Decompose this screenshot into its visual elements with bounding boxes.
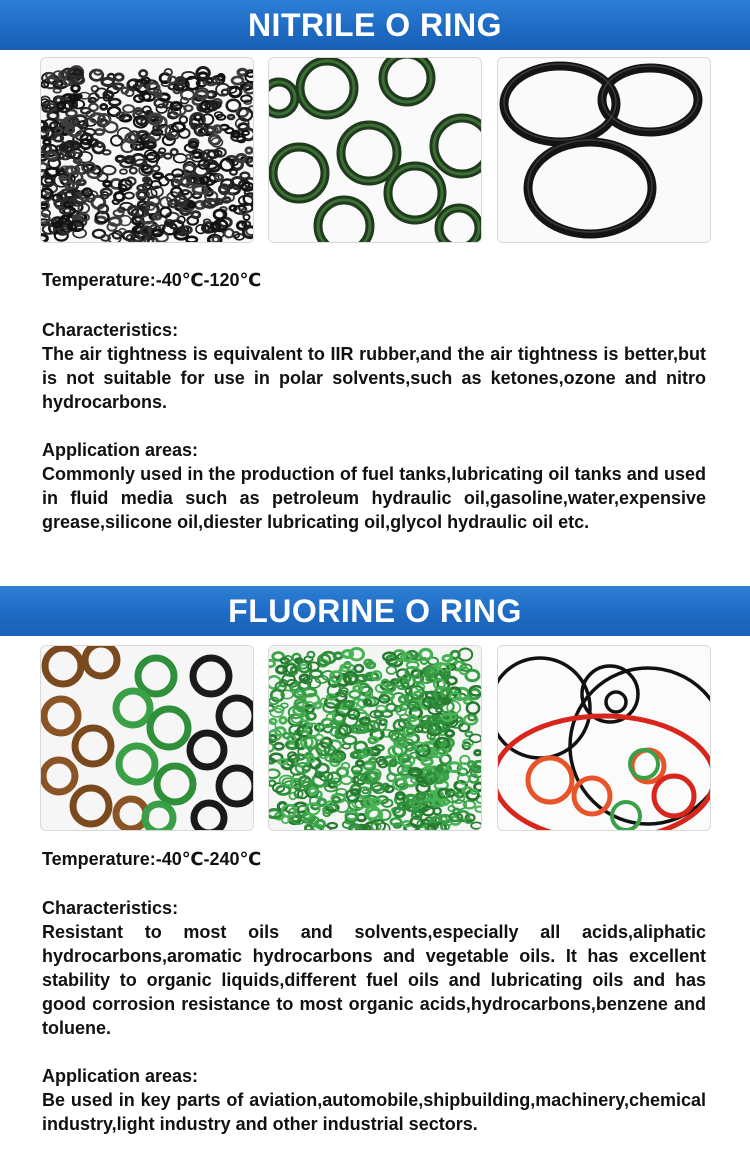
nitrile-characteristics-heading: Characteristics: [42, 320, 179, 340]
nitrile-photo-green-rings [268, 57, 482, 243]
fluorine-application-heading: Application areas: [42, 1066, 199, 1086]
nitrile-title: NITRILE O RING [247, 7, 503, 43]
fluorine-characteristics-text: Resistant to most oils and solvents,especially all acids,aliphatic hydrocarbons,aromatic hydrocarbons and vegetable oils. It has excellent stability to organic liquids,different fuel oils and lubricating oils and has good corrosion resistance to most organic acids,hydrocarbons,benzene and toluene. [42, 922, 706, 1038]
fluorine-application-text: Be used in key parts of aviation,automobile,shipbuilding,machinery,chemical industry,light industry and other industrial sectors. [42, 1090, 706, 1134]
nitrile-photo-black-rings [497, 57, 711, 243]
fluorine-title-banner [0, 586, 750, 636]
nitrile-application-text: Commonly used in the production of fuel tanks,lubricating oil tanks and used in fluid media such as petroleum hydraulic oil,gasoline,water,expensive grease,silicone oil,diester lubricating oil,glycol hydraulic oil etc. [42, 464, 706, 532]
fluorine-title: FLUORINE O RING [228, 593, 522, 629]
nitrile-title-banner [0, 0, 750, 50]
fluorine-photo-red-black-rings [497, 645, 711, 831]
nitrile-characteristics-text: The air tightness is equivalent to IIR rubber,and the air tightness is better,but is not suitable for use in polar solvents,such as ketones,ozone and nitro hydrocarbons. [42, 344, 706, 412]
fluorine-characteristics-heading: Characteristics: [42, 898, 179, 918]
fluorine-photo-green-pile [268, 645, 482, 831]
fluorine-photo-mixed-rings [40, 645, 254, 831]
nitrile-application-heading: Application areas: [42, 440, 199, 460]
nitrile-temperature: Temperature:-40℃-120℃ [42, 270, 262, 290]
nitrile-photo-pile [40, 57, 254, 243]
fluorine-temperature: Temperature:-40℃-240℃ [42, 849, 262, 869]
